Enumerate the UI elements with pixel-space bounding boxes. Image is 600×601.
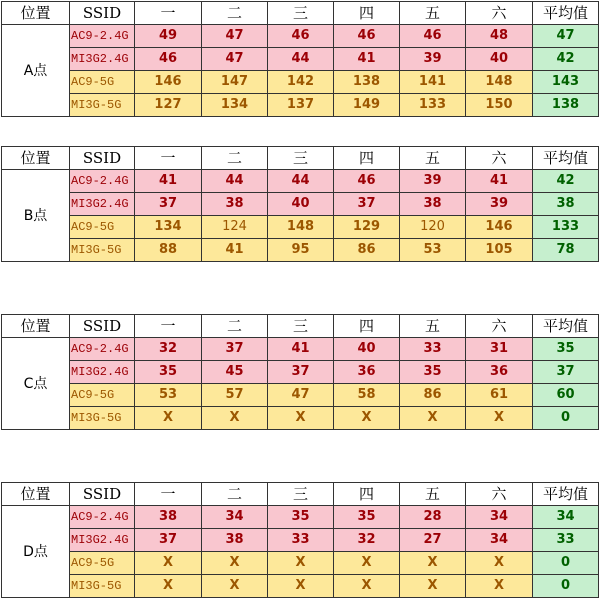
ssid-cell: MI3G2.4G: [70, 529, 135, 552]
wifi-speed-table: [1, 482, 599, 598]
ssid-cell: AC9-5G: [70, 552, 135, 575]
table-row: [2, 506, 599, 529]
header-row: [2, 147, 599, 170]
table-row: [2, 193, 599, 216]
value-cell: 137: [268, 94, 334, 117]
ssid-cell: AC9-2.4G: [70, 338, 135, 361]
header-cell: 四: [334, 147, 400, 170]
value-cell: 37: [202, 338, 268, 361]
value-cell: X: [400, 407, 466, 430]
value-cell: 37: [135, 529, 202, 552]
ssid-cell: MI3G2.4G: [70, 48, 135, 71]
value-cell: 41: [268, 338, 334, 361]
value-cell: X: [202, 575, 268, 598]
ssid-cell: MI3G-5G: [70, 239, 135, 262]
wifi-speed-table: [1, 314, 599, 430]
average-cell: 37: [533, 361, 599, 384]
average-cell: 78: [533, 239, 599, 262]
value-cell: 39: [466, 193, 533, 216]
value-cell: 32: [334, 529, 400, 552]
header-cell: 六: [466, 2, 533, 25]
value-cell: 46: [334, 25, 400, 48]
value-cell: 27: [400, 529, 466, 552]
value-cell: 34: [202, 506, 268, 529]
table-row: [2, 94, 599, 117]
header-cell: 三: [268, 315, 334, 338]
value-cell: 134: [202, 94, 268, 117]
value-cell: 46: [334, 170, 400, 193]
value-cell: 41: [334, 48, 400, 71]
header-cell: 三: [268, 483, 334, 506]
header-cell: 四: [334, 2, 400, 25]
header-cell: 二: [202, 2, 268, 25]
value-cell: 49: [135, 25, 202, 48]
table-row: [2, 25, 599, 48]
ssid-cell: AC9-2.4G: [70, 25, 135, 48]
value-cell: 36: [466, 361, 533, 384]
value-cell: 40: [466, 48, 533, 71]
value-cell: 39: [400, 48, 466, 71]
location-cell: D点: [2, 506, 70, 598]
value-cell: X: [202, 552, 268, 575]
average-cell: 0: [533, 552, 599, 575]
header-cell: 一: [135, 315, 202, 338]
header-cell: 二: [202, 147, 268, 170]
value-cell: 95: [268, 239, 334, 262]
table-row: [2, 384, 599, 407]
average-cell: 38: [533, 193, 599, 216]
average-cell: 0: [533, 575, 599, 598]
value-cell: 33: [400, 338, 466, 361]
table-row: [2, 575, 599, 598]
value-cell: 127: [135, 94, 202, 117]
average-cell: 0: [533, 407, 599, 430]
value-cell: 40: [268, 193, 334, 216]
table-row: [2, 216, 599, 239]
ssid-cell: AC9-5G: [70, 384, 135, 407]
value-cell: 88: [135, 239, 202, 262]
value-cell: 34: [466, 506, 533, 529]
value-cell: 138: [334, 71, 400, 94]
value-cell: 31: [466, 338, 533, 361]
value-cell: 36: [334, 361, 400, 384]
value-cell: 147: [202, 71, 268, 94]
table-row: [2, 552, 599, 575]
value-cell: X: [400, 575, 466, 598]
value-cell: 38: [202, 529, 268, 552]
table-row: [2, 407, 599, 430]
value-cell: 44: [268, 48, 334, 71]
header-cell: 一: [135, 483, 202, 506]
value-cell: 148: [466, 71, 533, 94]
average-cell: 138: [533, 94, 599, 117]
header-cell: 四: [334, 315, 400, 338]
header-row: [2, 483, 599, 506]
value-cell: 58: [334, 384, 400, 407]
header-cell: SSID: [70, 2, 135, 25]
header-cell: 二: [202, 483, 268, 506]
header-cell: 四: [334, 483, 400, 506]
value-cell: 46: [400, 25, 466, 48]
header-cell: 五: [400, 483, 466, 506]
header-cell: 六: [466, 147, 533, 170]
location-cell: B点: [2, 170, 70, 262]
header-cell: 平均值: [533, 2, 599, 25]
header-cell: 三: [268, 147, 334, 170]
average-cell: 143: [533, 71, 599, 94]
ssid-cell: AC9-5G: [70, 71, 135, 94]
value-cell: 28: [400, 506, 466, 529]
header-cell: 位置: [2, 315, 70, 338]
value-cell: X: [334, 575, 400, 598]
value-cell: 53: [135, 384, 202, 407]
value-cell: 41: [466, 170, 533, 193]
header-cell: SSID: [70, 147, 135, 170]
header-cell: 五: [400, 147, 466, 170]
ssid-cell: MI3G-5G: [70, 575, 135, 598]
value-cell: 150: [466, 94, 533, 117]
value-cell: 46: [135, 48, 202, 71]
ssid-cell: MI3G-5G: [70, 94, 135, 117]
table-row: [2, 239, 599, 262]
value-cell: X: [466, 407, 533, 430]
value-cell: 33: [268, 529, 334, 552]
value-cell: 141: [400, 71, 466, 94]
table-row: [2, 361, 599, 384]
header-cell: SSID: [70, 315, 135, 338]
wifi-speed-table: [1, 146, 599, 262]
value-cell: 37: [135, 193, 202, 216]
value-cell: 124: [202, 216, 268, 239]
location-cell: C点: [2, 338, 70, 430]
header-row: [2, 315, 599, 338]
value-cell: 148: [268, 216, 334, 239]
value-cell: 149: [334, 94, 400, 117]
value-cell: 146: [135, 71, 202, 94]
value-cell: 53: [400, 239, 466, 262]
header-cell: 六: [466, 483, 533, 506]
table-row: [2, 71, 599, 94]
value-cell: 47: [202, 48, 268, 71]
ssid-cell: AC9-2.4G: [70, 506, 135, 529]
header-cell: 平均值: [533, 483, 599, 506]
value-cell: 35: [334, 506, 400, 529]
value-cell: X: [268, 552, 334, 575]
value-cell: 35: [135, 361, 202, 384]
value-cell: 40: [334, 338, 400, 361]
value-cell: 129: [334, 216, 400, 239]
header-cell: 位置: [2, 483, 70, 506]
ssid-cell: MI3G2.4G: [70, 193, 135, 216]
value-cell: 61: [466, 384, 533, 407]
value-cell: X: [466, 575, 533, 598]
average-cell: 34: [533, 506, 599, 529]
value-cell: 35: [268, 506, 334, 529]
value-cell: 146: [466, 216, 533, 239]
value-cell: 134: [135, 216, 202, 239]
value-cell: X: [334, 407, 400, 430]
value-cell: X: [268, 407, 334, 430]
header-cell: 平均值: [533, 147, 599, 170]
value-cell: 34: [466, 529, 533, 552]
value-cell: 41: [202, 239, 268, 262]
average-cell: 35: [533, 338, 599, 361]
ssid-cell: MI3G-5G: [70, 407, 135, 430]
value-cell: 46: [268, 25, 334, 48]
header-cell: 位置: [2, 147, 70, 170]
header-cell: 一: [135, 2, 202, 25]
value-cell: 38: [135, 506, 202, 529]
value-cell: X: [268, 575, 334, 598]
value-cell: 38: [400, 193, 466, 216]
value-cell: 105: [466, 239, 533, 262]
header-cell: 一: [135, 147, 202, 170]
value-cell: 44: [202, 170, 268, 193]
location-cell: A点: [2, 25, 70, 117]
value-cell: 44: [268, 170, 334, 193]
average-cell: 42: [533, 170, 599, 193]
value-cell: X: [202, 407, 268, 430]
header-cell: 三: [268, 2, 334, 25]
value-cell: X: [466, 552, 533, 575]
value-cell: 38: [202, 193, 268, 216]
header-cell: 平均值: [533, 315, 599, 338]
value-cell: 37: [268, 361, 334, 384]
table-row: [2, 338, 599, 361]
header-cell: 五: [400, 2, 466, 25]
wifi-speed-table: [1, 1, 599, 117]
table-row: [2, 529, 599, 552]
ssid-cell: AC9-5G: [70, 216, 135, 239]
table-row: [2, 170, 599, 193]
header-cell: 位置: [2, 2, 70, 25]
ssid-cell: MI3G2.4G: [70, 361, 135, 384]
value-cell: 35: [400, 361, 466, 384]
average-cell: 47: [533, 25, 599, 48]
value-cell: 45: [202, 361, 268, 384]
header-cell: SSID: [70, 483, 135, 506]
header-cell: 二: [202, 315, 268, 338]
ssid-cell: AC9-2.4G: [70, 170, 135, 193]
header-cell: 五: [400, 315, 466, 338]
value-cell: 39: [400, 170, 466, 193]
value-cell: 86: [334, 239, 400, 262]
average-cell: 60: [533, 384, 599, 407]
average-cell: 133: [533, 216, 599, 239]
value-cell: 142: [268, 71, 334, 94]
value-cell: X: [400, 552, 466, 575]
value-cell: 57: [202, 384, 268, 407]
value-cell: 47: [202, 25, 268, 48]
average-cell: 42: [533, 48, 599, 71]
value-cell: X: [135, 552, 202, 575]
header-row: [2, 2, 599, 25]
value-cell: 86: [400, 384, 466, 407]
value-cell: 32: [135, 338, 202, 361]
value-cell: 48: [466, 25, 533, 48]
header-cell: 六: [466, 315, 533, 338]
value-cell: X: [135, 407, 202, 430]
value-cell: 37: [334, 193, 400, 216]
value-cell: X: [334, 552, 400, 575]
value-cell: 41: [135, 170, 202, 193]
value-cell: X: [135, 575, 202, 598]
value-cell: 47: [268, 384, 334, 407]
table-row: [2, 48, 599, 71]
value-cell: 133: [400, 94, 466, 117]
average-cell: 33: [533, 529, 599, 552]
value-cell: 120: [400, 216, 466, 239]
